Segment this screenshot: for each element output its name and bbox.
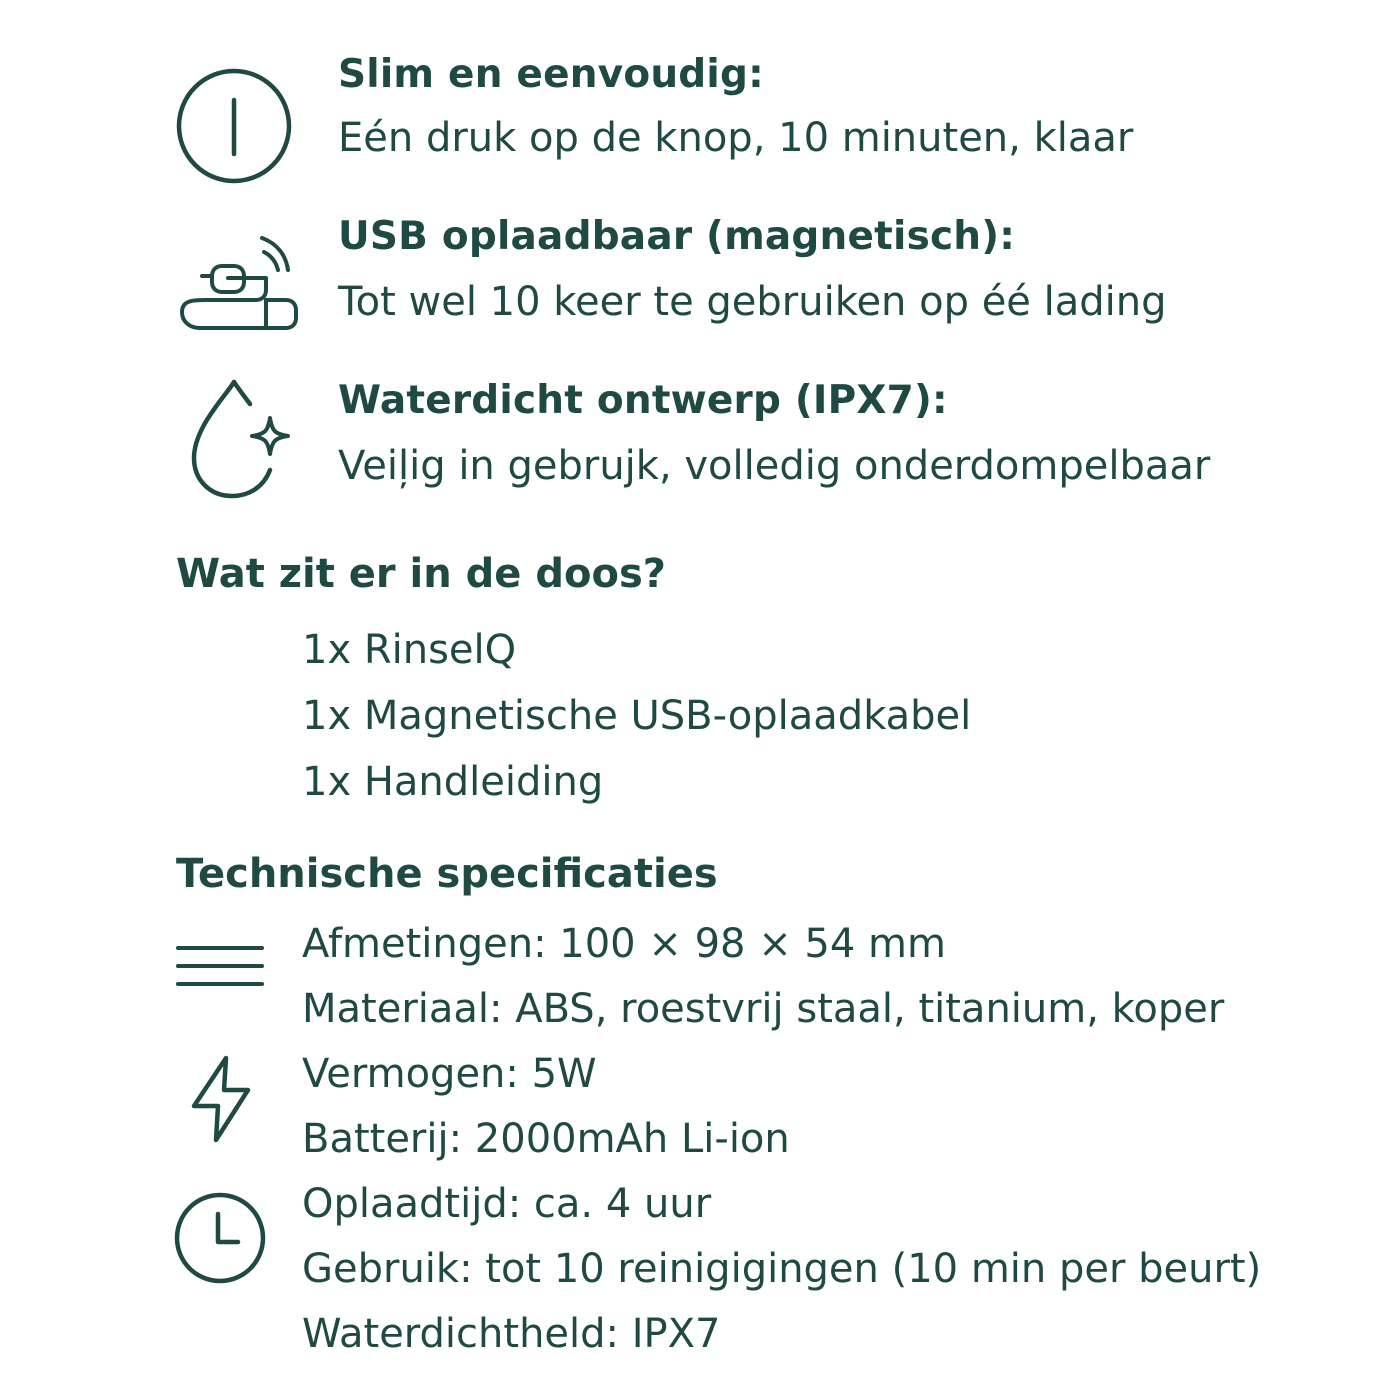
spec-line: Materiaal: ABS, roestvrij staal, titanium, koper — [302, 986, 1225, 1032]
spec-line: Batterij: 2000mAh Li-ion — [302, 1116, 790, 1162]
lightning-bolt-icon — [190, 1054, 260, 1144]
feature-title: USB oplaadbaar (magnetisch): — [338, 214, 1016, 259]
feature-text: Eén druk op de knop, 10 minuten, klaar — [338, 115, 1134, 161]
dimensions-lines-icon — [176, 944, 276, 994]
spec-line: Waterdichtheld: IPX7 — [302, 1311, 721, 1357]
box-item: 1x RinselQ — [302, 627, 517, 673]
power-button-icon — [176, 68, 296, 188]
spec-line: Gebruik: tot 10 reinigigingen (10 min per beurt) — [302, 1246, 1262, 1292]
wireless-charging-icon — [176, 230, 306, 340]
feature-title: Slim en eenvoudig: — [338, 52, 764, 97]
water-drop-sparkle-icon — [188, 376, 298, 506]
box-item: 1x Handleiding — [302, 759, 604, 805]
box-heading: Wat zit er in de doos? — [176, 551, 666, 597]
box-item: 1x Magnetische USB-oplaadkabel — [302, 693, 972, 739]
spec-line: Vermogen: 5W — [302, 1051, 597, 1097]
feature-title: Waterdicht ontwerp (IPX7): — [338, 378, 948, 423]
specs-heading: Technische specificaties — [176, 851, 718, 897]
clock-icon — [174, 1190, 274, 1290]
spec-line: Afmetingen: 100 × 98 × 54 mm — [302, 921, 946, 967]
feature-text: Tot wel 10 keer te gebruiken op éé lading — [338, 279, 1167, 325]
spec-line: Oplaadtijd: ca. 4 uur — [302, 1181, 712, 1227]
feature-text: Veiļig in gebrujk, volledig onderdompelbaar — [338, 443, 1211, 489]
